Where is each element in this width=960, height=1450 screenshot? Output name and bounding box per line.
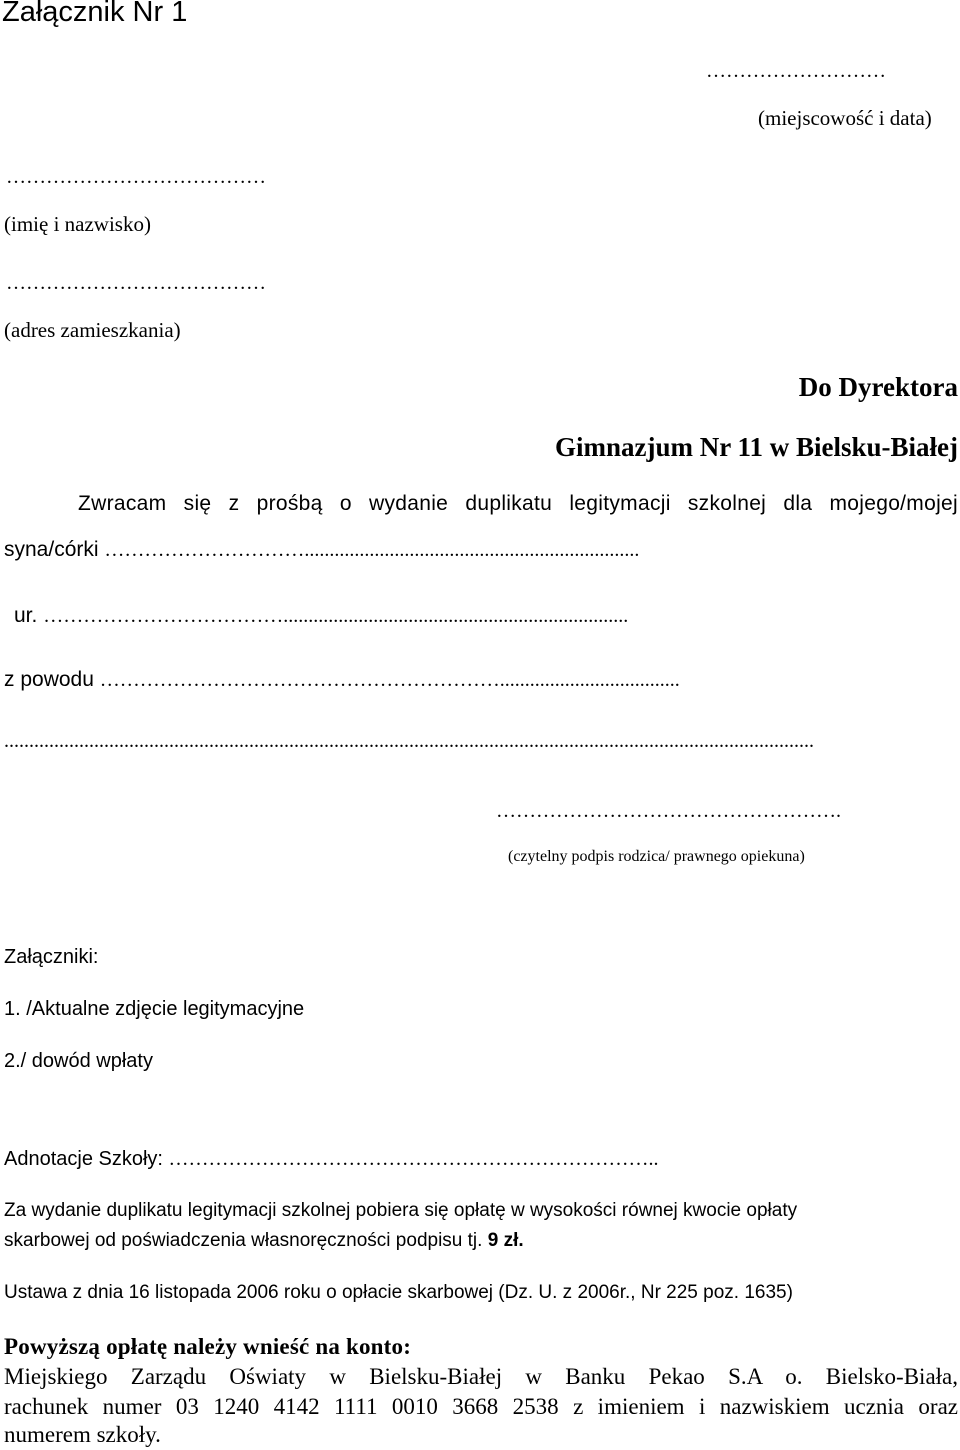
addressee-line-1: Do Dyrektora <box>798 372 958 402</box>
attachments-heading: Załączniki: <box>4 946 99 968</box>
name-line: ………………………………… <box>6 166 266 188</box>
addressee-line-2: Gimnazjum Nr 11 w Bielsku-Białej <box>554 432 958 462</box>
child-row <box>4 538 639 562</box>
school-notes-fill: ……………………………………………………………….. <box>168 1148 659 1170</box>
born-label: ur. <box>14 604 38 627</box>
payment-line-1: Miejskiego Zarządu Oświaty w Bielsku-Białej w Banku Pekao S.A o. Bielsko-Biała, <box>4 1364 958 1389</box>
law-reference: Ustawa z dnia 16 listopada 2006 roku o opłacie skarbowej (Dz. U. z 2006r., Nr 225 poz. 1635) <box>4 1282 793 1303</box>
fee-amount: 9 zł. <box>487 1230 524 1251</box>
place-date-line: ……………………… <box>706 60 886 82</box>
reason-row <box>4 668 680 692</box>
child-label: syna/córki <box>4 538 99 561</box>
reason-continuation: .................................................................................................................................................................. <box>4 730 814 752</box>
name-label: (imię i nazwisko) <box>4 212 151 236</box>
attachment-title: Załącznik Nr 1 <box>2 0 188 28</box>
fee-text-line-1: Za wydanie duplikatu legitymacji szkolnej pobiera się opłatę w wysokości równej kwocie opłaty <box>4 1200 798 1221</box>
signature-label: (czytelny podpis rodzica/ prawnego opiekuna) <box>508 848 805 865</box>
born-row <box>14 604 628 628</box>
attachment-item-2: 2./ dowód wpłaty <box>4 1050 153 1072</box>
school-notes-label: Adnotacje Szkoły: <box>4 1148 163 1170</box>
payment-line-2: rachunek numer 03 1240 4142 1111 0010 3668 2538 z imieniem i nazwiskiem ucznia oraz <box>4 1394 958 1419</box>
child-fill: …………………………................................................................... <box>104 539 640 561</box>
request-sentence: Zwracam się z prośbą o wydanie duplikatu legitymacji szkolnej dla mojego/mojej <box>78 492 958 515</box>
born-fill: ………………………………..................................................................... <box>43 605 629 627</box>
fee-text-2: skarbowej od poświadczenia własnoręczności podpisu tj. <box>4 1230 483 1251</box>
payment-line-3: numerem szkoły. <box>4 1422 161 1447</box>
payment-heading: Powyższą opłatę należy wnieść na konto: <box>4 1334 412 1359</box>
reason-label: z powodu <box>4 668 94 691</box>
signature-line: ……………………………………………. <box>496 800 841 822</box>
attachment-item-1: 1. /Aktualne zdjęcie legitymacyjne <box>4 998 305 1020</box>
reason-fill: …………………………………………………….................................... <box>99 669 680 691</box>
school-notes-row <box>4 1148 659 1171</box>
address-line: ………………………………… <box>6 272 266 294</box>
fee-text-line-2 <box>4 1230 524 1252</box>
place-date-label: (miejscowość i data) <box>758 106 932 130</box>
address-label: (adres zamieszkania) <box>4 318 181 342</box>
